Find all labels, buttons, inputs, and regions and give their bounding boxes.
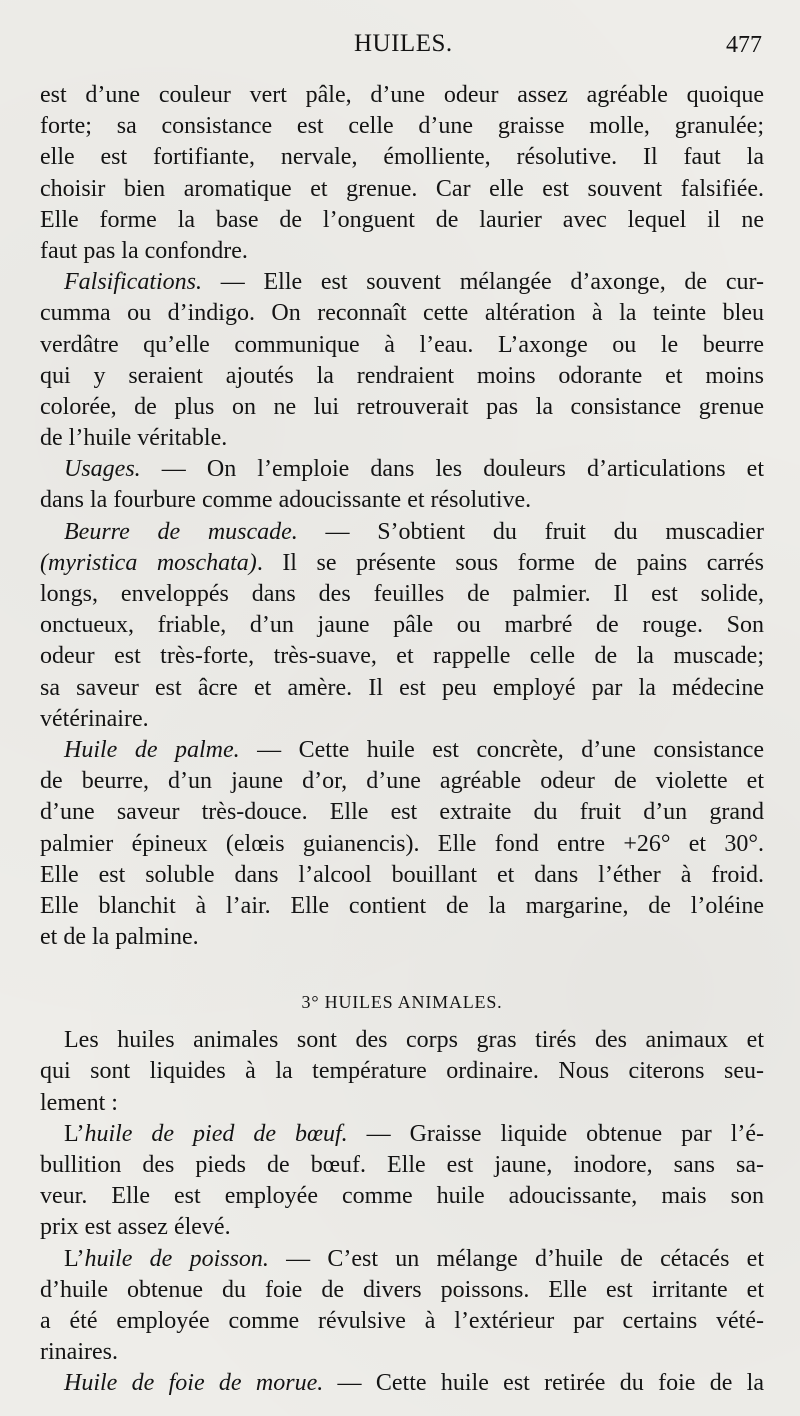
page-number: 477	[726, 32, 762, 58]
italic-term: Falsifications.	[64, 269, 202, 296]
paragraph-ointment-description	[40, 80, 764, 267]
running-title: HUILES.	[354, 30, 453, 57]
italic-term: Huile de foie de morue.	[64, 1370, 324, 1397]
text-line: lement :	[40, 1089, 118, 1116]
text-line	[40, 1119, 764, 1150]
text-line: d’une saveur très-douce. Elle est extraite du fruit d’un grand	[40, 799, 764, 826]
text-line: Elle est soluble dans l’alcool bouillant et dans l’éther à froid.	[40, 861, 764, 888]
text-line: Les huiles animales sont des corps gras tirés des animaux et	[64, 1027, 764, 1054]
line-prefix: L’	[64, 1245, 85, 1272]
italic-term: Huile de palme.	[64, 736, 240, 763]
text-line: et de la palmine.	[40, 924, 199, 951]
text-line: cumma ou d’indigo. On reconnaît cette altération à la teinte bleu	[40, 300, 764, 327]
text-line: palmier épineux (elœis guianencis). Elle fond entre +26° et 30°.	[40, 830, 764, 857]
paragraph-usages	[40, 454, 764, 516]
italic-term: (myristica moschata)	[40, 549, 257, 576]
text-line: bullition des pieds de bœuf. Elle est jaune, inodore, sans sa-	[40, 1152, 764, 1178]
text-line	[40, 517, 764, 548]
paragraph-huile-de-pied-de-boeuf	[40, 1119, 764, 1244]
text-line	[40, 267, 764, 298]
paragraph-huile-de-foie-de-morue	[40, 1368, 764, 1399]
italic-term: Usages.	[64, 456, 141, 483]
page-body	[40, 80, 764, 1400]
page-header	[0, 30, 800, 66]
text-line: qui sont liquides à la température ordinaire. Nous citerons seu-	[40, 1058, 764, 1085]
line-text: — On l’emploie dans les douleurs d’articulations et	[140, 456, 764, 483]
line-text: — S’obtient du fruit du muscadier	[297, 518, 764, 545]
text-line: faut pas la confondre.	[40, 237, 248, 264]
text-line: de beurre, d’un jaune d’or, d’une agréable odeur de violette et	[40, 768, 764, 795]
text-line	[40, 1244, 764, 1275]
text-line: odeur est très-forte, très-suave, et rappelle celle de la muscade;	[40, 643, 764, 670]
text-line: d’huile obtenue du foie de divers poissons. Elle est irritante et	[40, 1276, 764, 1303]
text-line: choisir bien aromatique et grenue. Car elle est souvent falsifiée.	[40, 175, 764, 202]
italic-term: huile de poisson.	[84, 1245, 269, 1272]
text-line: est d’une couleur vert pâle, d’une odeur assez agréable quoique	[40, 82, 764, 108]
text-line: veur. Elle est employée comme huile adoucissante, mais son	[40, 1183, 764, 1210]
line-text: — Graisse liquide obtenue par l’é-	[347, 1120, 764, 1147]
text-line: longs, enveloppés dans des feuilles de palmier. Il est solide,	[40, 581, 764, 607]
text-line: prix est assez élevé.	[40, 1214, 231, 1241]
text-line: Elle forme la base de l’onguent de laurier avec lequel il ne	[40, 206, 764, 233]
text-line: rinaires.	[40, 1339, 118, 1366]
text-line: forte; sa consistance est celle d’une graisse molle, granulée;	[40, 113, 764, 140]
text-line: verdâtre qu’elle communique à l’eau. L’axonge ou le beurre	[40, 331, 764, 358]
text-line: elle est fortifiante, nervale, émolliente, résolutive. Il faut la	[40, 144, 764, 171]
paragraph-huile-de-palme	[40, 735, 764, 953]
paragraph-beurre-de-muscade	[40, 517, 764, 735]
section-heading: 3° HUILES ANIMALES.	[301, 992, 503, 1013]
italic-term: huile de pied de bœuf.	[84, 1120, 348, 1147]
text-line: sa saveur est âcre et amère. Il est peu employé par la médecine	[40, 674, 764, 701]
paragraph-falsifications	[40, 267, 764, 454]
italic-term: Beurre de muscade.	[64, 518, 298, 545]
text-line: qui y seraient ajoutés la rendraient moins odorante et moins	[40, 362, 764, 389]
text-line: vétérinaire.	[40, 705, 149, 732]
line-text: . Il se présente sous forme de pains carrés	[256, 549, 765, 576]
text-line	[40, 1368, 764, 1399]
text-line: dans la fourbure comme adoucissante et résolutive.	[40, 487, 532, 514]
line-prefix: L’	[64, 1120, 85, 1147]
line-text: — Cette huile est concrète, d’une consistance	[239, 736, 765, 763]
paragraph-huiles-animales-intro	[40, 1025, 764, 1119]
text-line: a été employée comme révulsive à l’extérieur par certains vété-	[40, 1307, 764, 1334]
line-text: — Cette huile est retirée du foie de la	[323, 1370, 765, 1397]
paragraph-huile-de-poisson	[40, 1244, 764, 1369]
text-line: colorée, de plus on ne lui retrouverait pas la consistance grenue	[40, 393, 764, 420]
line-text: — Elle est souvent mélangée d’axonge, de cur-	[202, 269, 764, 296]
line-text: — C’est un mélange d’huile de cétacés et	[268, 1245, 764, 1272]
text-line: de l’huile véritable.	[40, 425, 228, 452]
text-line: onctueux, friable, d’un jaune pâle ou marbré de rouge. Son	[40, 612, 764, 639]
text-line	[40, 454, 764, 485]
text-line	[40, 548, 764, 579]
text-line: Elle blanchit à l’air. Elle contient de la margarine, de l’oléine	[40, 892, 764, 919]
text-line	[40, 735, 764, 766]
